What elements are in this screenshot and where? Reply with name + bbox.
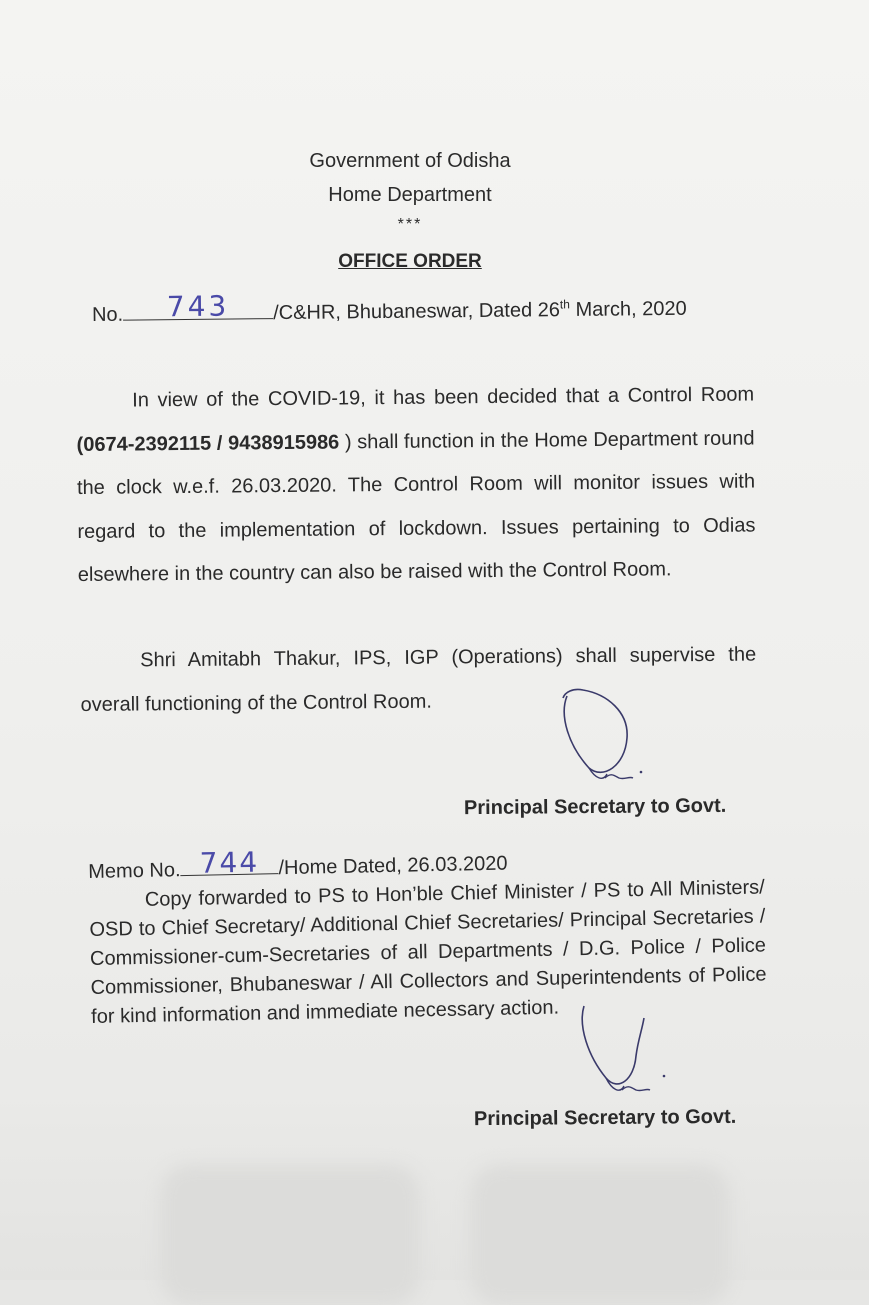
signature-1-image [555,686,665,786]
header-separator: *** [397,216,423,233]
signatory-1-title: Principal Secretary to Govt. [463,794,727,820]
reference-prefix: No. [91,303,124,326]
date-superscript: th [559,297,570,312]
reference-date: March, 2020 [569,297,687,321]
order-reference [91,289,687,327]
paragraph-1-text-b: ) shall function in the Home Department round the clock w.e.f. 26.03.2020. The Control Room will monitor issues with regard to the implementation of lockdown. Issues pertaining to Odias elsewhere in the country can also be raised with the Control Room. [76,426,756,586]
memo-prefix: Memo No. [88,859,181,883]
memo-suffix: /Home Dated, 26.03.2020 [278,852,508,880]
order-paragraph-1 [76,373,756,597]
signatory-2-title: Principal Secretary to Govt. [473,1105,737,1131]
paragraph-2-text: Shri Amitabh Thakur, IPS, IGP (Operations) shall supervise the overall functioning of the Control Room. [80,643,757,716]
paragraph-1-text-a: In view of the COVID-19, it has been decided that a Control Room [132,383,755,412]
background-shadow [160,1165,420,1305]
handwritten-memo-number: 744 [180,851,278,876]
reference-suffix: /C&HR, Bhubaneswar, Dated 26 [273,299,561,325]
background-shadow [470,1165,730,1305]
signature-2-image [572,1000,682,1100]
department-name: Home Department [328,184,492,206]
control-room-phone: (0674-2392115 / 9438915986 [76,430,340,456]
government-name: Government of Odisha [309,150,511,172]
office-order-title: OFFICE ORDER [338,251,482,272]
memo-body-text: Copy forwarded to PS to Hon’ble Chief Minister / PS to All Ministers/ OSD to Chief Secretary/ Additional Chief Secretaries/ Principal Secretaries / Commissioner-cum-Secretaries of all Departments / D.G. Police / Police Commissioner, Bhubaneswar / All Collectors and Superintendents of Police for kind information and immediate necessary action. [89,876,767,1028]
handwritten-order-number: 743 [123,294,273,321]
